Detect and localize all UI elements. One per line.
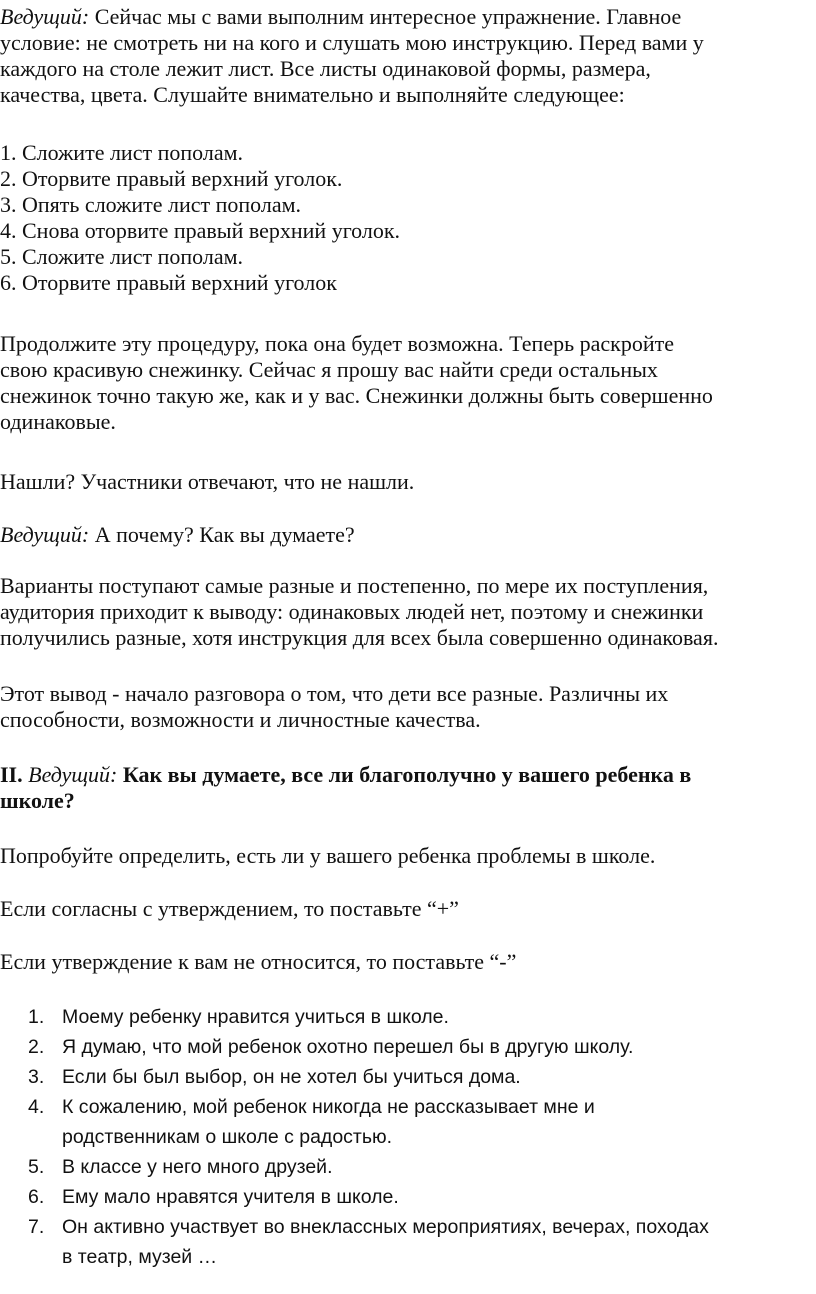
list-item (28, 1182, 812, 1212)
item-text: В классе у него много друзей. (62, 1156, 333, 1178)
intro-line: Сейчас мы с вами выполним интересное упражнение. Главное (94, 4, 682, 29)
item-number: 6. (28, 1186, 45, 1208)
question-paragraph (0, 522, 812, 548)
item-number: 1. (28, 1006, 45, 1028)
speaker-label: Ведущий: (28, 762, 118, 787)
variants-line: получились разные, хотя инструкция для всех была совершенно одинаковая. (0, 625, 719, 650)
item-text: К сожалению, мой ребенок никогда не рассказывает мне и (62, 1096, 595, 1118)
item-number: 5. (28, 1156, 45, 1178)
step-item: 3. Опять сложите лист пополам. (0, 192, 302, 217)
disagree-text: Если утверждение к вам не относится, то поставьте “-” (0, 949, 517, 974)
item-number: 4. (28, 1096, 45, 1118)
item-number: 7. (28, 1216, 45, 1238)
section-heading (0, 762, 812, 814)
item-text: в театр, музей … (62, 1246, 218, 1268)
try-paragraph (0, 843, 812, 869)
list-item (28, 1152, 812, 1182)
item-text: родственникам о школе с радостью. (62, 1126, 393, 1148)
intro-line: качества, цвета. Слушайте внимательно и выполняйте следующее: (0, 82, 625, 107)
intro-line: каждого на столе лежит лист. Все листы одинаковой формы, размера, (0, 56, 651, 81)
step-item: 6. Оторвите правый верхний уголок (0, 270, 337, 295)
item-number: 2. (28, 1036, 45, 1058)
step-item: 4. Снова оторвите правый верхний уголок. (0, 218, 401, 243)
variants-paragraph (0, 573, 812, 651)
speaker-label: Ведущий: (0, 4, 90, 29)
continue-line: Продолжите эту процедуру, пока она будет возможна. Теперь раскройте (0, 331, 674, 356)
variants-line: аудитория приходит к выводу: одинаковых людей нет, поэтому и снежинки (0, 599, 704, 624)
intro-paragraph (0, 4, 812, 108)
intro-line: условие: не смотреть ни на кого и слушать мою инструкцию. Перед вами у (0, 30, 704, 55)
statements-list (28, 1002, 812, 1272)
item-text: Он активно участвует во внеклассных мероприятиях, вечерах, походах (62, 1216, 709, 1238)
list-item (28, 1032, 812, 1062)
section-numeral: II. (0, 762, 23, 787)
continue-paragraph (0, 331, 812, 435)
agree-paragraph (0, 896, 812, 922)
continue-line: одинаковые. (0, 409, 116, 434)
item-text: Если бы был выбор, он не хотел бы учиться дома. (62, 1066, 521, 1088)
continue-line: снежинок точно такую же, как и у вас. Снежинки должны быть совершенно (0, 383, 713, 408)
list-item (28, 1062, 812, 1092)
question-text: А почему? Как вы думаете? (94, 522, 355, 547)
disagree-paragraph (0, 949, 812, 975)
list-item (28, 1092, 812, 1152)
conclusion-line: способности, возможности и личностные качества. (0, 707, 481, 732)
item-text: Ему мало нравятся учителя в школе. (62, 1186, 399, 1208)
step-item: 5. Сложите лист пополам. (0, 244, 244, 269)
list-item (28, 1212, 812, 1272)
agree-text: Если согласны с утверждением, то поставьте “+” (0, 896, 459, 921)
section-question: Как вы думаете, все ли благополучно у вашего ребенка в (122, 762, 692, 787)
item-text: Моему ребенку нравится учиться в школе. (62, 1006, 449, 1028)
variants-line: Варианты поступают самые разные и постепенно, по мере их поступления, (0, 573, 709, 598)
conclusion-paragraph (0, 681, 812, 733)
steps-list (0, 140, 812, 296)
section-question: школе? (0, 788, 75, 813)
try-text: Попробуйте определить, есть ли у вашего ребенка проблемы в школе. (0, 843, 656, 868)
found-text: Нашли? Участники отвечают, что не нашли. (0, 469, 415, 494)
list-item (28, 1002, 812, 1032)
found-paragraph (0, 469, 812, 495)
speaker-label: Ведущий: (0, 522, 90, 547)
step-item: 1. Сложите лист пополам. (0, 140, 244, 165)
item-text: Я думаю, что мой ребенок охотно перешел бы в другую школу. (62, 1036, 634, 1058)
conclusion-line: Этот вывод - начало разговора о том, что дети все разные. Различны их (0, 681, 669, 706)
item-number: 3. (28, 1066, 45, 1088)
continue-line: свою красивую снежинку. Сейчас я прошу вас найти среди остальных (0, 357, 658, 382)
step-item: 2. Оторвите правый верхний уголок. (0, 166, 343, 191)
